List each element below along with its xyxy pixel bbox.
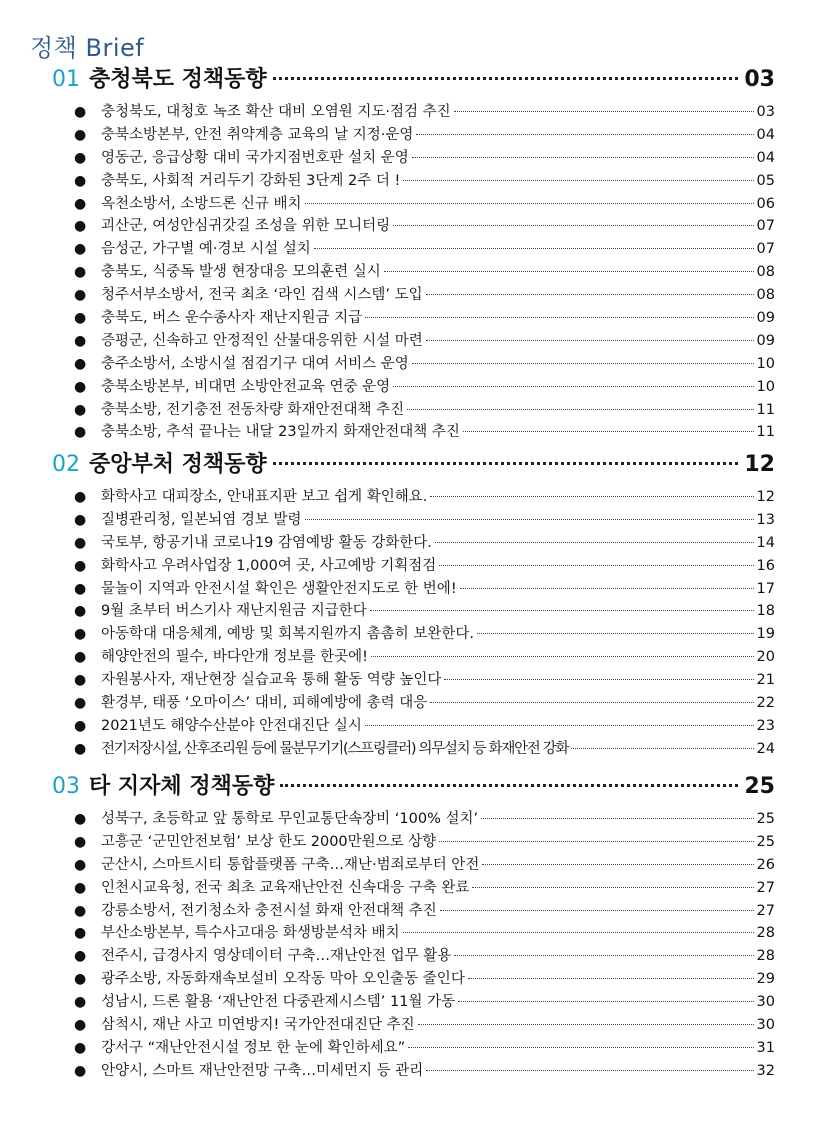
entry-page-number: 10 [756,378,775,395]
toc-entry[interactable] [0,990,820,1013]
bullet-icon: ● [74,424,87,441]
toc-entry[interactable] [0,508,820,531]
dot-leader [571,748,753,749]
entry-page-number: 06 [756,195,775,212]
entry-title: 충북도, 식중독 발생 현장대응 모의훈련 실시 [101,264,381,281]
section-number: 02 [52,452,80,477]
entry-title: 영동군, 응급상황 대비 국가지점번호판 설치 운영 [101,149,409,166]
bullet-icon: ● [74,355,87,372]
toc-entry[interactable] [0,1059,820,1082]
section-page-number: 12 [744,452,775,477]
section-heading[interactable] [0,62,820,100]
dot-leader [365,317,753,318]
entry-title: 고흥군 ‘군민안전보험’ 보상 한도 2000만원으로 상향 [101,833,437,850]
dot-leader [430,496,753,497]
entry-page-number: 31 [756,1039,775,1056]
entry-page-number: 08 [756,287,775,304]
entry-title: 광주소방, 자동화재속보설비 오작동 막아 오인출동 줄인다 [101,971,465,988]
bullet-icon: ● [74,948,87,965]
dot-leader [412,157,754,158]
dot-leader [463,431,754,432]
entry-page-number: 10 [756,355,775,372]
dot-leader [468,978,754,979]
entry-title: 청주서부소방서, 전국 최초 ‘라인 검색 시스템’ 도입 [101,287,423,304]
toc-entry[interactable] [0,737,820,760]
entry-title: 증평군, 신속하고 안정적인 산불대응위한 시설 마련 [101,332,423,349]
entry-page-number: 08 [756,264,775,281]
entry-page-number: 11 [756,401,775,418]
entry-title: 9월 초부터 버스기사 재난지원금 지급한다 [101,603,367,620]
toc-entry[interactable] [0,123,820,146]
entry-title: 화학사고 대피장소, 안내표지판 보고 쉽게 확인해요. [101,489,428,505]
entry-page-number: 30 [756,1017,775,1034]
section-number: 01 [52,67,80,92]
dot-leader [280,784,738,787]
entry-page-number: 20 [756,649,775,666]
bullet-icon: ● [74,603,87,620]
brief-title: 정책 Brief [30,34,145,62]
entry-page-number: 19 [756,626,775,643]
entry-page-number: 09 [756,332,775,349]
section-number: 03 [52,774,80,799]
dot-leader [439,565,753,566]
entry-page-number: 21 [756,672,775,689]
toc-entry[interactable] [0,645,820,668]
bullet-icon: ● [74,856,87,873]
bullet-icon: ● [74,925,87,942]
bullet-icon: ● [74,695,87,712]
dot-leader [430,702,753,703]
toc-entry[interactable] [0,375,820,398]
bullet-icon: ● [74,833,87,850]
dot-leader [273,77,739,80]
bullet-icon: ● [74,534,87,551]
entry-page-number: 05 [756,172,775,189]
entry-title: 충북소방본부, 비대면 소방안전교육 연중 운영 [101,378,391,395]
dot-leader [418,1024,754,1025]
entry-title: 삼척시, 재난 사고 미연방지! 국가안전대진단 추진 [101,1017,415,1034]
entry-title: 성남시, 드론 활용 ‘재난안전 다중관제시스템’ 11월 가동 [101,994,456,1011]
toc-entry[interactable] [0,944,820,967]
bullet-icon: ● [74,172,87,189]
toc-entry[interactable] [0,714,820,737]
bullet-icon: ● [74,310,87,327]
dot-leader [371,656,754,657]
bullet-icon: ● [74,264,87,281]
toc-entry[interactable] [0,192,820,215]
dot-leader [426,294,754,295]
section-title: 중앙부처 정책동향 [89,452,267,477]
entry-title: 괴산군, 여성안심귀갓길 조성을 위한 모니터링 [101,218,391,235]
entry-title: 아동학대 대응체계, 예방 및 회복지원까지 촘촘히 보완한다. [101,626,475,643]
entry-title: 음성군, 가구별 예·경보 시설 설치 [101,241,311,258]
entry-title: 충북소방, 추석 끝나는 내달 23일까지 화재안전대책 추진 [101,424,460,441]
dot-leader [482,864,753,865]
entry-title: 환경부, 태풍 ‘오마이스’ 대비, 피해예방에 총력 대응 [101,695,428,712]
dot-leader [416,134,753,135]
section-page-number: 03 [744,67,775,92]
section-item-list [0,807,820,1082]
toc-entry[interactable] [0,899,820,922]
toc-entry[interactable] [0,554,820,577]
entry-page-number: 16 [756,557,775,574]
bullet-icon: ● [74,1017,87,1034]
bullet-icon: ● [74,332,87,349]
dot-leader [393,225,753,226]
entry-page-number: 09 [756,310,775,327]
dot-leader [444,679,753,680]
section-heading[interactable] [0,769,820,807]
entry-title: 해양안전의 필수, 바다안개 정보를 한곳에! [101,649,368,666]
entry-page-number: 29 [756,971,775,988]
toc-entry[interactable] [0,531,820,554]
section-item-list [0,485,820,760]
toc-entry[interactable] [0,329,820,352]
toc-entry[interactable] [0,1013,820,1036]
toc-entry[interactable] [0,420,820,443]
bullet-icon: ● [74,511,87,528]
entry-title: 강서구 “재난안전시설 정보 한 눈에 확인하세요” [101,1039,406,1056]
bullet-icon: ● [74,287,87,304]
entry-page-number: 03 [756,104,775,120]
bullet-icon: ● [74,557,87,574]
entry-page-number: 04 [756,126,775,143]
dot-leader [481,818,753,819]
bullet-icon: ● [74,489,87,505]
entry-page-number: 24 [756,740,775,757]
entry-title: 충북도, 사회적 거리두기 강화된 3단계 2주 더 ! [101,172,401,189]
entry-title: 질병관리청, 일본뇌염 경보 발령 [101,511,302,528]
entry-page-number: 17 [756,580,775,597]
entry-title: 충북소방본부, 안전 취약계층 교육의 날 지정·운영 [101,126,414,143]
bullet-icon: ● [74,649,87,666]
dot-leader [365,725,754,726]
toc-entry[interactable] [0,876,820,899]
entry-page-number: 18 [756,603,775,620]
entry-title: 군산시, 스마트시티 통합플랫폼 구축…재난·범죄로부터 안전 [101,856,480,873]
dot-leader [370,610,754,611]
entry-title: 충주소방서, 소방시설 점검기구 대여 서비스 운영 [101,355,409,372]
bullet-icon: ● [74,1062,87,1079]
dot-leader [393,386,753,387]
entry-page-number: 32 [756,1062,775,1079]
entry-page-number: 28 [756,948,775,965]
bullet-icon: ● [74,195,87,212]
bullet-icon: ● [74,971,87,988]
entry-page-number: 23 [756,717,775,734]
bullet-icon: ● [74,241,87,258]
toc-entry[interactable] [0,691,820,714]
bullet-icon: ● [74,580,87,597]
entry-title: 부산소방본부, 특수사고대응 화생방분석차 배치 [101,925,400,942]
bullet-icon: ● [74,126,87,143]
dot-leader [460,588,754,589]
bullet-icon: ● [74,626,87,643]
toc-entry[interactable] [0,237,820,260]
section-title: 충청북도 정책동향 [89,67,267,92]
dot-leader [477,633,754,634]
entry-page-number: 30 [756,994,775,1011]
toc-entry[interactable] [0,921,820,944]
entry-page-number: 27 [756,902,775,919]
dot-leader [314,248,754,249]
entry-title: 충북도, 버스 운수종사자 재난지원금 지급 [101,310,363,327]
toc-section [0,769,820,1082]
bullet-icon: ● [74,1039,87,1056]
entry-page-number: 25 [756,833,775,850]
dot-leader [426,1070,753,1071]
entry-page-number: 04 [756,149,775,166]
toc-entry[interactable] [0,668,820,691]
entry-page-number: 13 [756,511,775,528]
entry-page-number: 07 [756,241,775,258]
bullet-icon: ● [74,378,87,395]
entry-title: 물놀이 지역과 안전시설 확인은 생활안전지도로 한 번에! [101,580,457,597]
dot-leader [403,932,754,933]
entry-page-number: 11 [756,424,775,441]
dot-leader [305,203,754,204]
section-page-number: 25 [744,774,775,799]
section-heading[interactable] [0,447,820,485]
bullet-icon: ● [74,740,87,757]
bullet-icon: ● [74,672,87,689]
entry-title: 안양시, 스마트 재난안전망 구축…미세먼지 등 관리 [101,1062,424,1079]
bullet-icon: ● [74,104,87,120]
entry-title: 전주시, 급경사지 영상데이터 구축…재난안전 업무 활용 [101,948,452,965]
toc-entry[interactable] [0,1036,820,1059]
toc-section [0,447,820,760]
dot-leader [408,1047,753,1048]
bullet-icon: ● [74,879,87,896]
entry-title: 2021년도 해양수산분야 안전대진단 실시 [101,717,362,734]
toc-entry[interactable] [0,283,820,306]
dot-leader [440,910,754,911]
entry-title: 화학사고 우려사업장 1,000여 곳, 사고예방 기획점검 [101,557,437,574]
entry-page-number: 27 [756,879,775,896]
entry-page-number: 14 [756,534,775,551]
toc-entry[interactable] [0,967,820,990]
entry-title: 전기저장시설, 산후조리원 등에 물분무기기(스프링클러) 의무설치 등 화재안전 강화 [101,740,569,757]
toc-entry[interactable] [0,169,820,192]
toc-entry[interactable] [0,306,820,329]
entry-page-number: 12 [756,489,775,505]
section-title: 타 지자체 정책동향 [89,774,275,799]
toc-section [0,62,820,443]
entry-title: 자원봉사자, 재난현장 실습교육 통해 활동 역량 높인다 [101,672,442,689]
toc-entry[interactable] [0,830,820,853]
entry-title: 충청북도, 대청호 녹조 확산 대비 오염원 지도·점검 추진 [101,104,451,120]
toc-entry[interactable] [0,577,820,600]
entry-page-number: 28 [756,925,775,942]
dot-leader [458,1001,753,1002]
toc-entry[interactable] [0,100,820,123]
entry-page-number: 25 [756,811,775,827]
entry-title: 인천시교육청, 전국 최초 교육재난안전 신속대응 구축 완료 [101,879,470,896]
dot-leader [454,111,754,112]
dot-leader [403,180,753,181]
bullet-icon: ● [74,902,87,919]
toc-entry[interactable] [0,146,820,169]
entry-page-number: 22 [756,695,775,712]
bullet-icon: ● [74,218,87,235]
entry-title: 성북구, 초등학교 앞 통학로 무인교통단속장비 ‘100% 설치’ [101,811,479,827]
toc-entry[interactable] [0,260,820,283]
toc-entry[interactable] [0,599,820,622]
dot-leader [472,887,753,888]
dot-leader [407,409,753,410]
toc-entry[interactable] [0,485,820,508]
bullet-icon: ● [74,401,87,418]
toc-entry[interactable] [0,214,820,237]
toc-entry[interactable] [0,398,820,421]
entry-title: 충북소방, 전기충전 전동차량 화재안전대책 추진 [101,401,405,418]
dot-leader [273,462,739,465]
section-item-list [0,100,820,443]
dot-leader [412,363,754,364]
dot-leader [426,340,754,341]
toc-entry[interactable] [0,807,820,830]
entry-title: 옥천소방서, 소방드론 신규 배치 [101,195,302,212]
dot-leader [435,542,754,543]
toc-entry[interactable] [0,622,820,645]
dot-leader [439,841,753,842]
dot-leader [305,519,754,520]
entry-page-number: 07 [756,218,775,235]
bullet-icon: ● [74,994,87,1011]
entry-title: 강릉소방서, 전기청소차 충전시설 화재 안전대책 추진 [101,902,437,919]
dot-leader [384,271,754,272]
toc-entry[interactable] [0,352,820,375]
bullet-icon: ● [74,149,87,166]
toc-entry[interactable] [0,853,820,876]
bullet-icon: ● [74,717,87,734]
entry-title: 국토부, 항공기내 코로나19 감염예방 활동 강화한다. [101,534,432,551]
bullet-icon: ● [74,811,87,827]
entry-page-number: 26 [756,856,775,873]
dot-leader [454,955,753,956]
